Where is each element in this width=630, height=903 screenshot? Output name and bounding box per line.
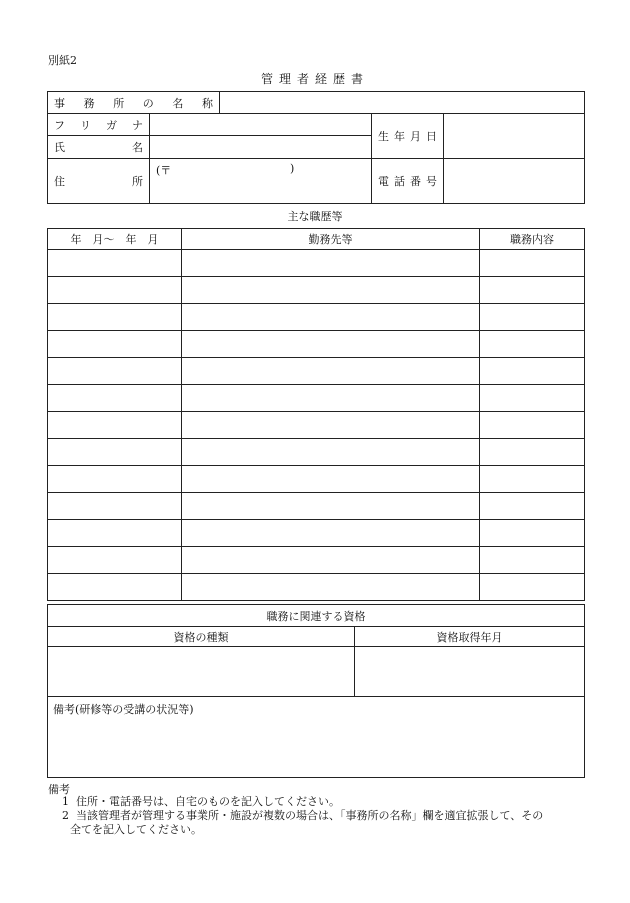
career-duties-cell[interactable] [480,547,585,574]
furigana-label-char: ガ [106,118,117,132]
career-employer-cell[interactable] [182,331,480,358]
career-row [48,412,585,439]
career-row [48,304,585,331]
career-period-cell[interactable] [48,412,182,439]
postal-open: (〒 [156,164,172,177]
qualification-table [47,604,585,778]
career-row [48,250,585,277]
note-number: 1 [62,795,69,808]
career-period-cell[interactable] [48,358,182,385]
note-item [62,809,592,837]
phone-label-char: 号 [426,175,437,188]
postal-close: ) [290,162,295,175]
col-duties-header: 職務内容 [480,229,585,250]
birthdate-label-char: 生 [378,130,389,143]
career-row [48,493,585,520]
phone-field[interactable] [444,159,585,204]
career-period-cell[interactable] [48,250,182,277]
qualification-section-title: 職務に関連する資格 [48,605,585,627]
career-row [48,547,585,574]
career-period-cell[interactable] [48,331,182,358]
phone-label-char: 番 [410,175,421,188]
career-employer-cell[interactable] [182,304,480,331]
office-name-label-char: 事 [54,96,65,110]
address-label-char: 住 [54,175,65,188]
career-duties-cell[interactable] [480,412,585,439]
career-employer-cell[interactable] [182,277,480,304]
career-period-cell[interactable] [48,304,182,331]
career-period-cell[interactable] [48,277,182,304]
career-duties-cell[interactable] [480,358,585,385]
page-title: 管理者経歴書 [260,72,369,86]
birthdate-field[interactable] [444,114,585,159]
note-item [62,795,592,809]
note-text: 当該管理者が管理する事業所・施設が複数の場合は、「事務所の名称」欄を適宜拡張して、その [76,809,544,822]
name-label-char: 氏 [54,141,65,154]
career-period-cell[interactable] [48,493,182,520]
office-name-label-char: の [142,96,154,110]
career-duties-cell[interactable] [480,466,585,493]
furigana-label [48,114,150,136]
career-duties-cell[interactable] [480,250,585,277]
career-duties-cell[interactable] [480,439,585,466]
career-period-cell[interactable] [48,520,182,547]
career-employer-cell[interactable] [182,493,480,520]
career-row [48,574,585,601]
career-duties-cell[interactable] [480,331,585,358]
career-duties-cell[interactable] [480,493,585,520]
note-text: 住所・電話番号は、自宅のものを記入してください。 [76,795,340,808]
furigana-field[interactable] [150,114,372,136]
furigana-label-char: フ [54,118,65,132]
career-row [48,439,585,466]
name-label [48,136,150,159]
career-employer-cell[interactable] [182,439,480,466]
name-label-char: 名 [132,141,143,154]
career-period-cell[interactable] [48,385,182,412]
address-field[interactable] [150,159,372,204]
phone-label-char: 話 [394,175,405,188]
attachment-label: 別紙2 [48,54,77,67]
career-employer-cell[interactable] [182,466,480,493]
career-row [48,358,585,385]
career-employer-cell[interactable] [182,574,480,601]
birthdate-label-char: 日 [426,130,437,143]
note-number: 2 [62,809,69,822]
career-row [48,385,585,412]
furigana-label-char: ナ [132,118,143,132]
career-row [48,466,585,493]
career-employer-cell[interactable] [182,520,480,547]
applicant-info-table [47,91,585,204]
col-qualification-date-header: 資格取得年月 [355,627,585,647]
notes-title: 備考 [48,783,70,796]
phone-label-char: 電 [378,175,389,188]
office-name-label-char: 務 [83,96,95,110]
address-label-char: 所 [132,175,143,188]
office-name-label-char: 所 [113,96,125,110]
career-period-cell[interactable] [48,547,182,574]
qualification-type-field[interactable] [48,647,355,697]
birthdate-label [372,114,444,159]
career-row [48,277,585,304]
address-label [48,159,150,204]
career-duties-cell[interactable] [480,304,585,331]
furigana-label-char: リ [80,118,91,132]
career-period-cell[interactable] [48,574,182,601]
career-period-cell[interactable] [48,439,182,466]
career-duties-cell[interactable] [480,520,585,547]
career-section-title: 主な職歴等 [287,210,343,223]
remarks-field[interactable] [48,697,585,778]
career-employer-cell[interactable] [182,358,480,385]
career-table [47,228,585,601]
phone-label [372,159,444,204]
career-employer-cell[interactable] [182,547,480,574]
office-name-label-char: 名 [172,96,184,110]
office-name-field[interactable] [220,92,585,114]
career-row [48,331,585,358]
career-period-cell[interactable] [48,466,182,493]
career-employer-cell[interactable] [182,412,480,439]
career-employer-cell[interactable] [182,250,480,277]
note-text-continued: 全てを記入してください。 [70,823,202,836]
career-duties-cell[interactable] [480,385,585,412]
col-employer-header: 勤務先等 [182,229,480,250]
office-name-label [48,92,220,114]
col-period-header: 年 月～ 年 月 [48,229,182,250]
career-duties-cell[interactable] [480,277,585,304]
qualification-date-field[interactable] [355,647,585,697]
career-duties-cell[interactable] [480,574,585,601]
birthdate-label-char: 年 [394,130,405,143]
birthdate-label-char: 月 [410,130,421,143]
name-field[interactable] [150,136,372,159]
career-employer-cell[interactable] [182,385,480,412]
col-qualification-type-header: 資格の種類 [48,627,355,647]
office-name-label-char: 称 [201,96,213,110]
career-row [48,520,585,547]
remarks-label: 備考(研修等の受講の状況等) [53,703,194,716]
